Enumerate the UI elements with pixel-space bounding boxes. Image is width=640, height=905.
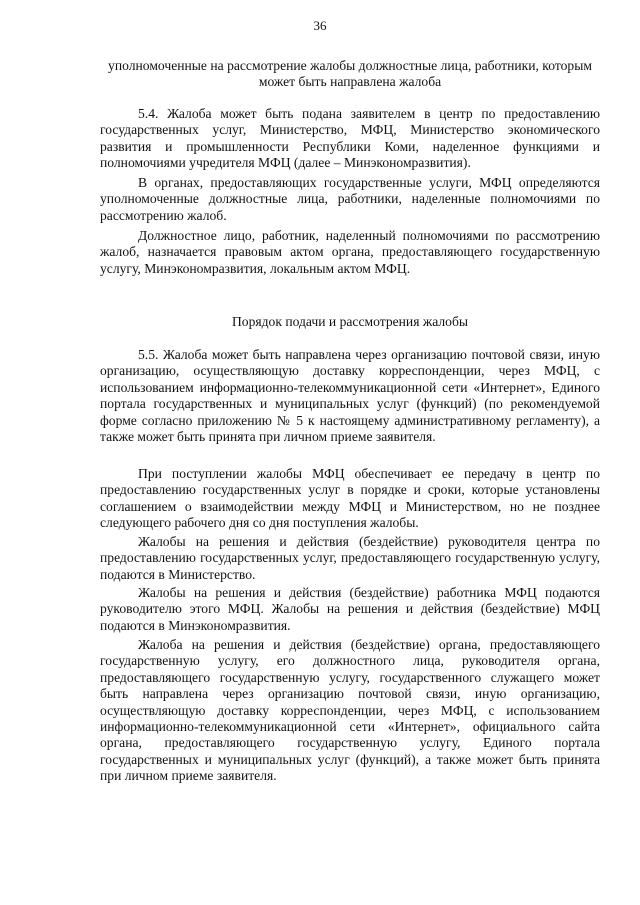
paragraph-mfc-worker-complaints: Жалобы на решения и действия (бездействие) работника МФЦ подаются руководителю этого МФЦ. Жалобы на решения и действия (бездействие) МФЦ подаются в Минэкономразвития. [100, 585, 600, 633]
page-number: 36 [313, 18, 327, 33]
section-heading-complaint-officials: уполномоченные на рассмотрение жалобы должностные лица, работники, которым может быть направлена жалоба [108, 58, 592, 90]
paragraph-5-5: 5.5. Жалоба может быть направлена через организацию почтовой связи, иную организацию, осуществляющую доставку корреспонденции, через МФЦ, с использованием информационно-телекоммуникационной сети «Интернет», Единого портала государственных и муниципальных услуг (функций) (по рекомендуемой форме согласно приложению № 5 к настоящему административному регламенту), а также может быть принята при личном приеме заявителя. [100, 347, 600, 445]
paragraph-mfc-transfer: При поступлении жалобы МФЦ обеспечивает ее передачу в центр по предоставлению государственных услуг в порядке и сроки, которые установлены соглашением о взаимодействии между МФЦ и Министерством, но не позднее следующего рабочего дня со дня поступления жалобы. [100, 466, 600, 531]
paragraph-appointment-act: Должностное лицо, работник, наделенный полномочиями по рассмотрению жалоб, назначается правовым актом органа, предоставляющего государственную услугу, Минэкономразвития, локальным актом МФЦ. [100, 228, 600, 276]
paragraph-authority-complaints: Жалоба на решения и действия (бездействие) органа, предоставляющего государственную услугу, его должностного лица, руководителя органа, предоставляющего государственную услугу, государственного служащего может быть направлена через организацию почтовой связи, иную организацию, осуществляющую доставку корреспонденции, через МФЦ, с использованием информационно-телекоммуникационной сети «Интернет», официального сайта органа, предоставляющего государственную услугу, Единого портала государственных и муниципальных услуг (функций), а также может быть принята при личном приеме заявителя. [100, 637, 600, 784]
section-heading-complaint-procedure: Порядок подачи и рассмотрения жалобы [231, 314, 469, 329]
paragraph-center-head-complaints: Жалобы на решения и действия (бездействие) руководителя центра по предоставлению государственных услуг, предоставляющего государственную услугу, подаются в Министерство. [100, 534, 600, 582]
paragraph-authorized-officials: В органах, предоставляющих государственные услуги, МФЦ определяются уполномоченные должностные лица, работники, наделенные полномочиями по рассмотрению жалоб. [100, 175, 600, 223]
paragraph-5-4: 5.4. Жалоба может быть подана заявителем в центр по предоставлению государственных услуг, Министерство, МФЦ, Министерство экономического развития и промышленности Республики Коми, наделенное функциями и полномочиями учредителя МФЦ (далее – Минэкономразвития). [100, 106, 600, 171]
